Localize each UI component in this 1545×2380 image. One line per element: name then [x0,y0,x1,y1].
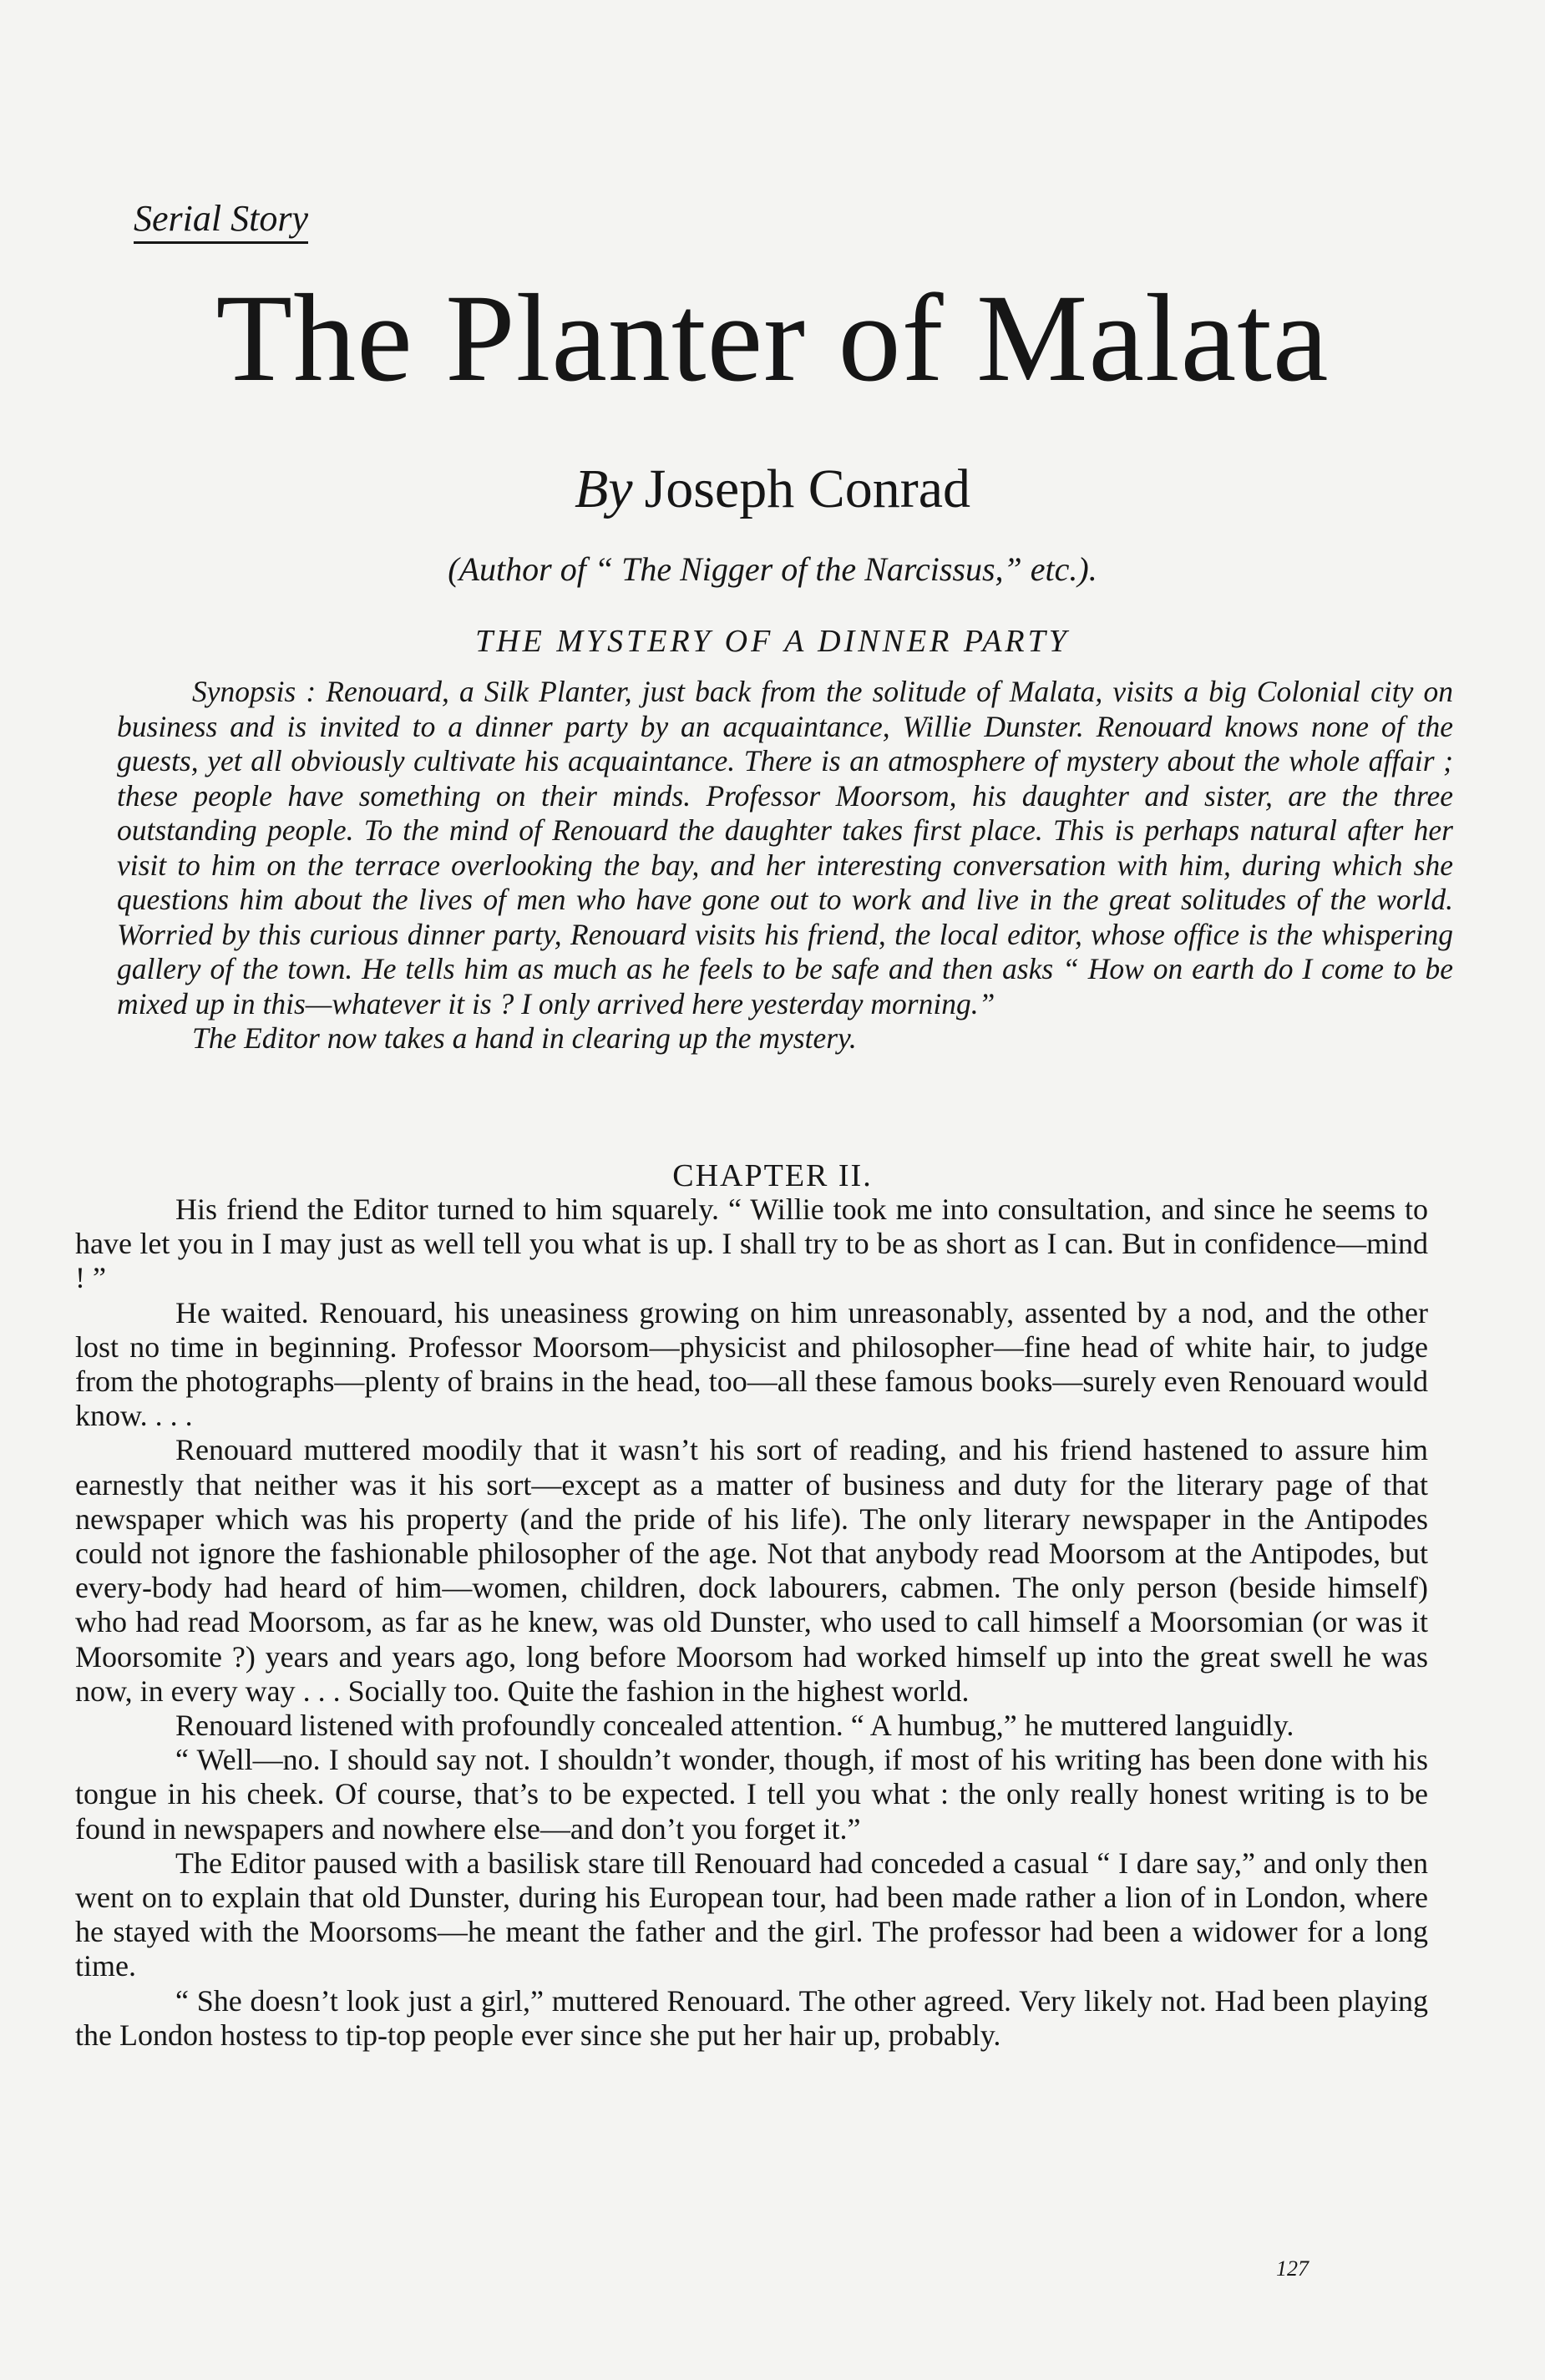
installment-subtitle: THE MYSTERY OF A DINNER PARTY [475,624,1070,659]
synopsis [117,675,1453,1056]
byline-prefix: By [574,458,633,519]
author-name: Joseph Conrad [644,458,971,519]
section-label: Serial Story [134,197,308,244]
byline [0,458,1545,521]
body-paragraph: “ She doesn’t look just a girl,” muttered Renouard. The other agreed. Very likely not. Had been playing the London hostess to tip-top people ever since she put her hair up, probably. [75,1983,1428,2052]
body-paragraph: “ Well—no. I should say not. I shouldn’t wonder, though, if most of his writing has been done with his tongue in his cheek. Of course, that’s to be expected. I tell you what : the only really honest writing is to be found in newspapers and nowhere else—and don’t you forget it.” [75,1743,1428,1846]
body-paragraph: Renouard muttered moodily that it wasn’t his sort of reading, and his friend hastened to assure him earnestly that neither was it his sort—except as a matter of business and duty for the literary page of that newspaper which was his property (and the pride of his life). The only literary newspaper in the Antipodes could not ignore the fashionable philosopher of the age. Not that anybody read Moorsom at the Antipodes, but every-body had heard of him—women, children, dock labourers, cabmen. The only person (beside himself) who had read Moorsom, as far as he knew, was old Dunster, who used to call himself a Moorsomian (or was it Moorsomite ?) years and years ago, long before Moorsom had worked himself up into the great swell he was now, in every way . . . Socially too. Quite the fashion in the highest world. [75,1433,1428,1708]
body-paragraph: He waited. Renouard, his uneasiness growing on him unreasonably, assented by a nod, and the other lost no time in beginning. Professor Moorsom—physicist and philosopher—fine head of white hair, to judge from the photographs—plenty of brains in the head, too—all these famous books—surely even Renouard would know. . . . [75,1295,1428,1433]
body-paragraph: Renouard listened with profoundly concealed attention. “ A humbug,” he muttered languidly. [175,1709,1294,1743]
story-title: The Planter of Malata [215,269,1330,408]
chapter-heading: CHAPTER II. [672,1158,873,1193]
author-note: (Author of “ The Nigger of the Narcissus,” etc.). [448,550,1097,588]
body-paragraph: The Editor paused with a basilisk stare till Renouard had conceded a casual “ I dare say,” and only then went on to explain that old Dunster, during his European tour, had been made rather a lion of in London, where he stayed with the Moorsoms—he meant the father and the girl. The professor had been a widower for a long time. [75,1846,1428,1983]
synopsis-paragraph: Synopsis : Renouard, a Silk Planter, just back from the solitude of Malata, visits a big Colonial city on business and is invited to a dinner party by an acquaintance, Willie Dunster. Renouard knows none of the guests, yet all obviously cultivate his acquaintance. There is an atmosphere of mystery about the whole affair ; these people have something on their minds. Professor Moorsom, his daughter and sister, are the three outstanding people. To the mind of Renouard the daughter takes first place. This is perhaps natural after her visit to him on the terrace overlooking the bay, and her interesting conversation with him, during which she questions him about the lives of men who have gone out to work and live in the great solitudes of the world. Worried by this curious dinner party, Renouard visits his friend, the local editor, whose office is the whispering gallery of the town. He tells him as much as he feels to be safe and then asks “ How on earth do I come to be mixed up in this—whatever it is ? I only arrived here yesterday morning.” [117,675,1453,1020]
chapter-body [75,1193,1428,2053]
body-paragraph: His friend the Editor turned to him squarely. “ Willie took me into consultation, and since he seems to have let you in I may just as well tell you what is up. I shall try to be as short as I can. But in confidence—mind ! ” [75,1193,1428,1295]
synopsis-paragraph: The Editor now takes a hand in clearing up the mystery. [192,1021,857,1055]
page-number: 127 [1276,2256,1309,2281]
